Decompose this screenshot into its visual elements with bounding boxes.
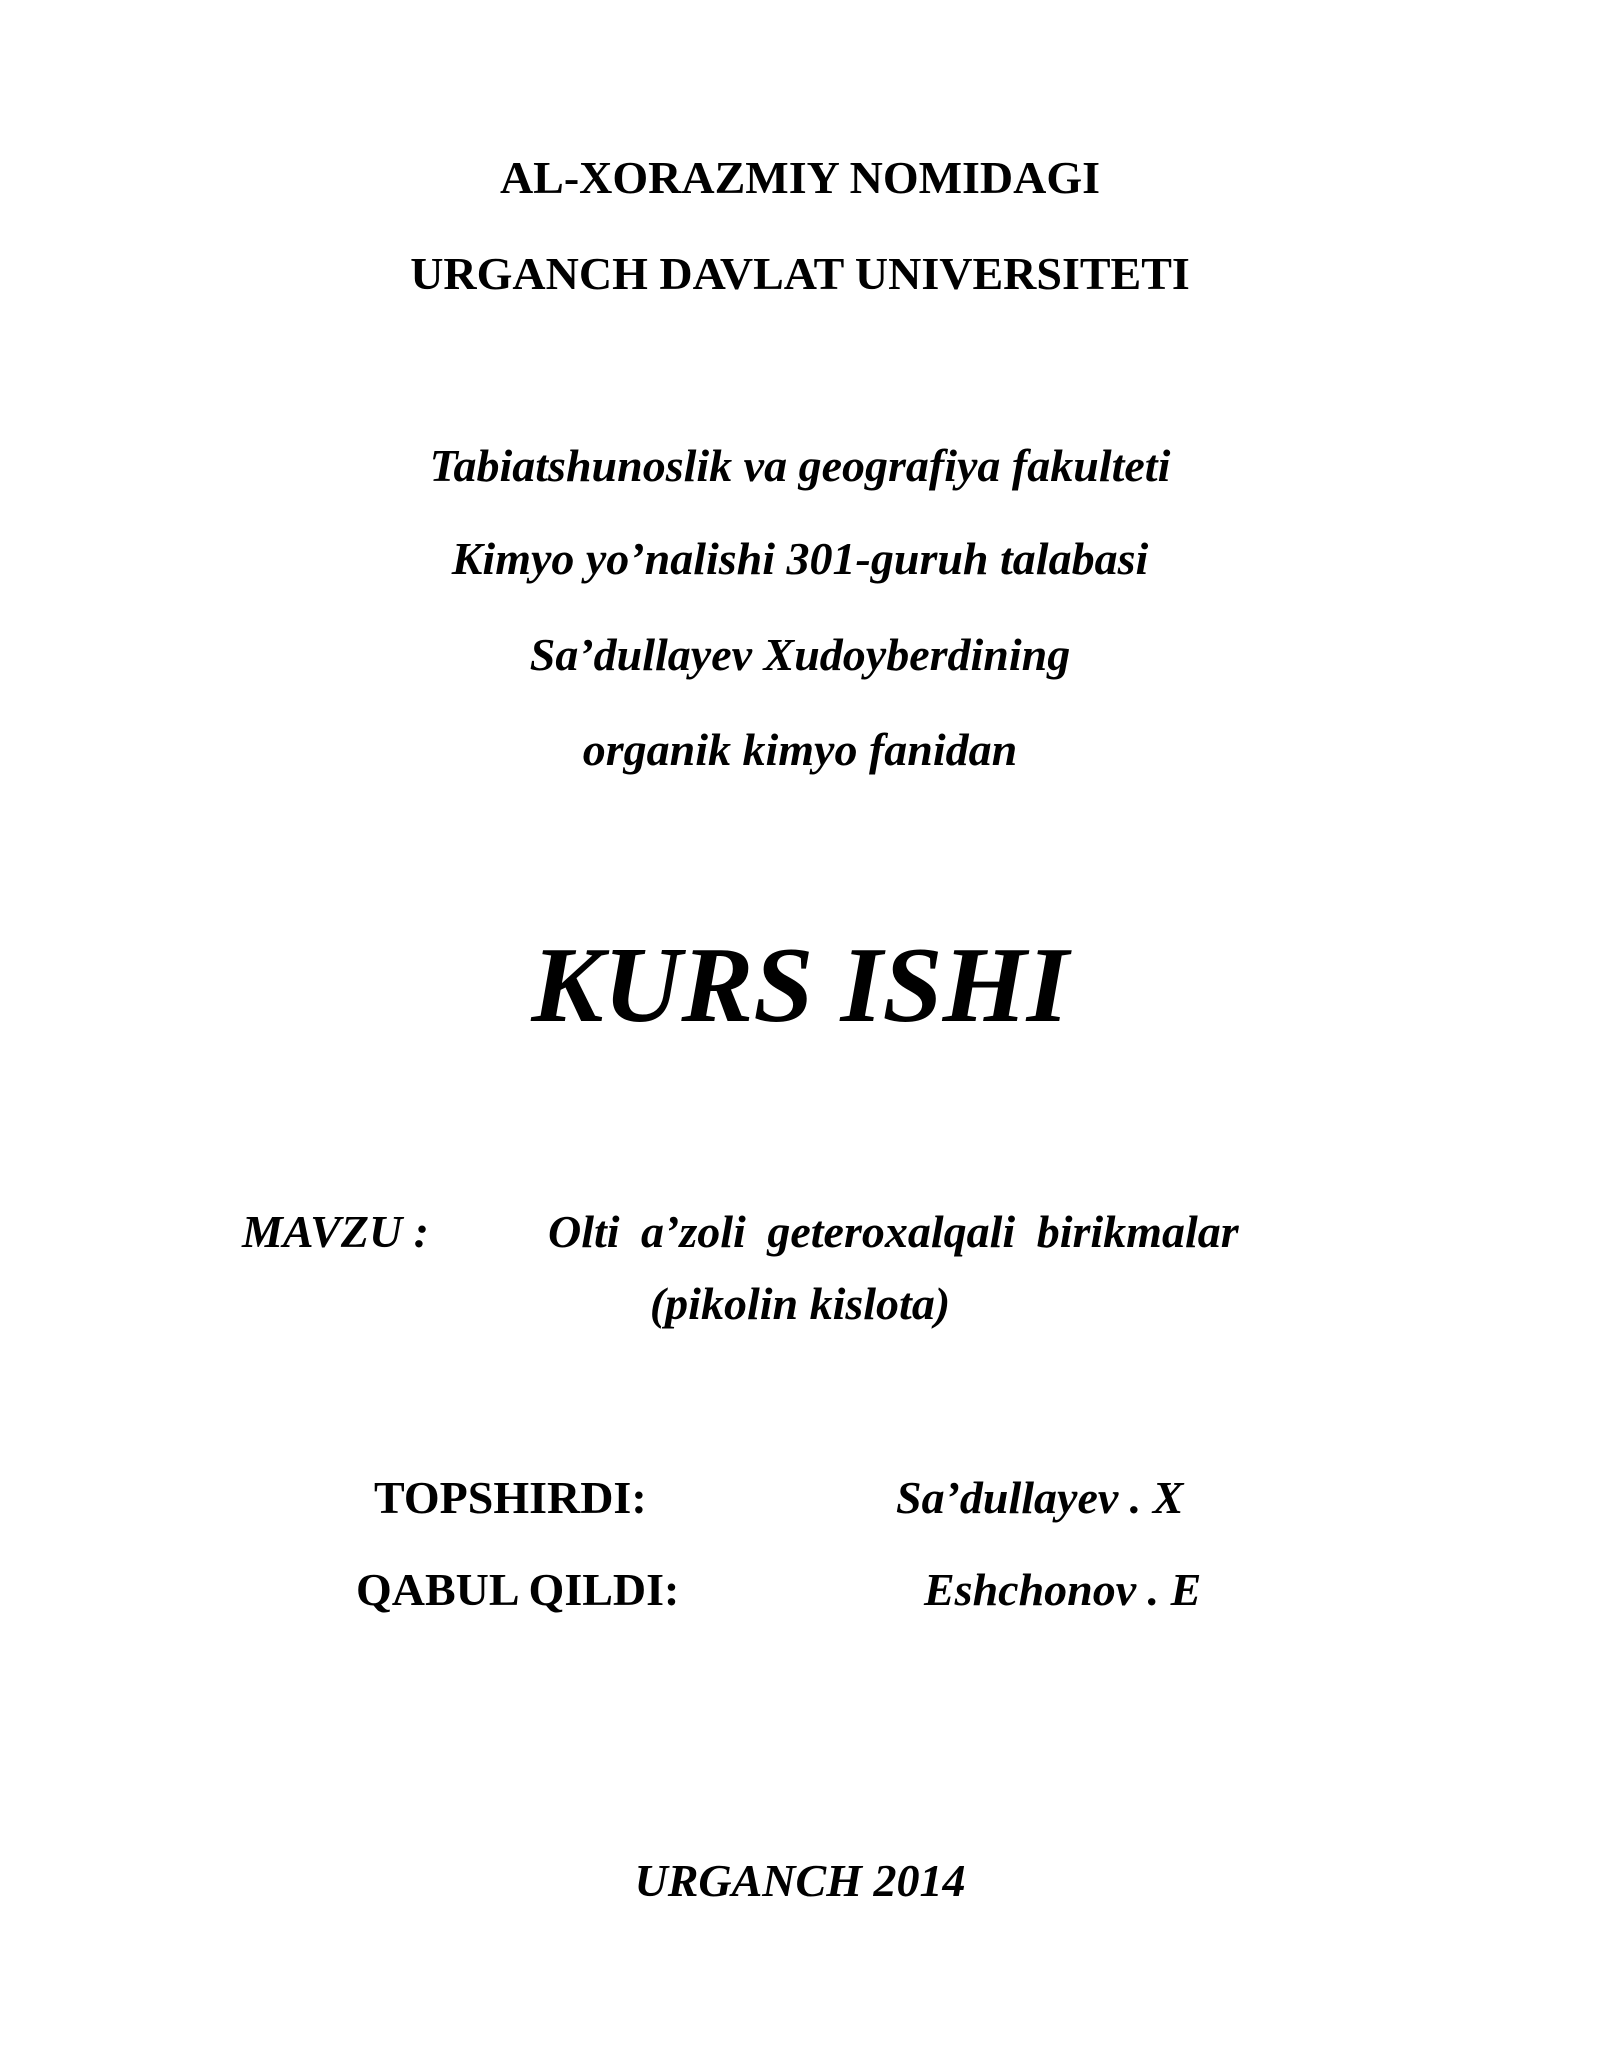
student-group: Kimyo yo’nalishi 301-guruh talabasi xyxy=(451,533,1149,584)
subject-name: organik kimyo fanidan xyxy=(582,724,1018,775)
faculty-name: Tabiatshunoslik va geografiya fakulteti xyxy=(429,440,1171,491)
submitted-label: TOPSHIRDI: xyxy=(374,1472,647,1523)
topic-subtext: (pikolin kislota) xyxy=(649,1278,951,1329)
submitted-row xyxy=(0,1470,1600,1526)
student-name: Sa’dullayev Xudoyberdining xyxy=(529,629,1071,680)
accepted-name: Eshchonov . E xyxy=(924,1564,1202,1615)
place-year: URGANCH 2014 xyxy=(634,1855,966,1906)
university-name-line1: AL-XORAZMIY NOMIDAGI xyxy=(499,152,1101,203)
topic-row xyxy=(0,1204,1600,1260)
topic-label: MAVZU : xyxy=(242,1206,429,1257)
document-title: KURS ISHI xyxy=(531,926,1069,1045)
university-name-line2: URGANCH DAVLAT UNIVERSITETI xyxy=(410,248,1190,299)
accepted-label: QABUL QILDI: xyxy=(356,1564,680,1615)
submitted-name: Sa’dullayev . X xyxy=(896,1472,1184,1523)
topic-text: Olti a’zoli geteroxalqali birikmalar xyxy=(548,1206,1239,1257)
accepted-row xyxy=(0,1562,1600,1618)
